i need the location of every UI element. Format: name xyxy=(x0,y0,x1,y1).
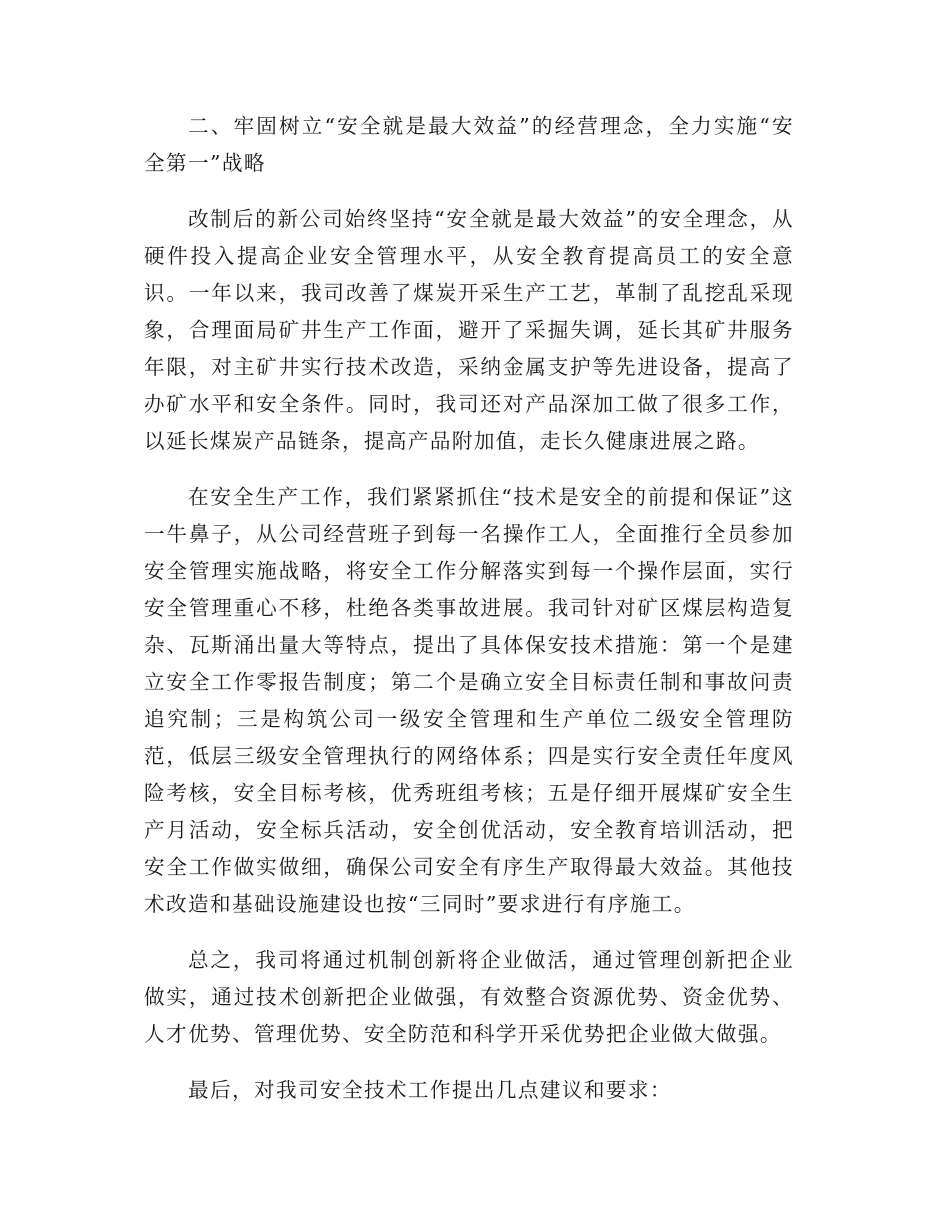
section-heading: 二、牢固树立“安全就是最大效益”的经营理念，全力实施“安全第一”战略 xyxy=(144,114,794,175)
paragraph-safety-concept: 改制后的新公司始终坚持“安全就是最大效益”的安全理念，从硬件投入提高企业安全管理水平，从安全教育提高员工的安全意识。一年以来，我司改善了煤炭开采生产工艺，革制了乱挖乱采现象，合理面局矿井生产工作面，避开了采掘失调，延长其矿井服务年限，对主矿井实行技术改造，采纳金属支护等先进设备，提高了办矿水平和安全条件。同时，我司还对产品深加工做了很多工作，以延长煤炭产品链条，提高产品附加值，走长久健康进展之路。 xyxy=(144,207,794,453)
paragraph-closing: 最后，对我司安全技术工作提出几点建议和要求： xyxy=(188,1078,672,1102)
paragraph-summary: 总之，我司将通过机制创新将企业做活，通过管理创新把企业做实，通过技术创新把企业做强，有效整合资源优势、资金优势、人才优势、管理优势、安全防范和科学开采优势把企业做大做强。 xyxy=(144,948,794,1046)
paragraph-safety-production: 在安全生产工作，我们紧紧抓住“技术是安全的前提和保证”这一牛鼻子，从公司经营班子到每一名操作工人，全面推行全员参加安全管理实施战略，将安全工作分解落实到每一个操作层面，实行安全管理重心不移，杜绝各类事故进展。我司针对矿区煤层构造复杂、瓦斯涌出量大等特点，提出了具体保安技术措施：第一个是建立安全工作零报告制度；第二个是确立安全目标责任制和事故问责追究制；三是构筑公司一级安全管理和生产单位二级安全管理防范，低层三级安全管理执行的网络体系；四是实行安全责任年度风险考核，安全目标考核，优秀班组考核；五是仔细开展煤矿安全生产月活动，安全标兵活动，安全创优活动，安全教育培训活动，把安全工作做实做细，确保公司安全有序生产取得最大效益。其他技术改造和基础设施建设也按“三同时”要求进行有序施工。 xyxy=(144,485,794,916)
document-page xyxy=(144,108,794,1128)
